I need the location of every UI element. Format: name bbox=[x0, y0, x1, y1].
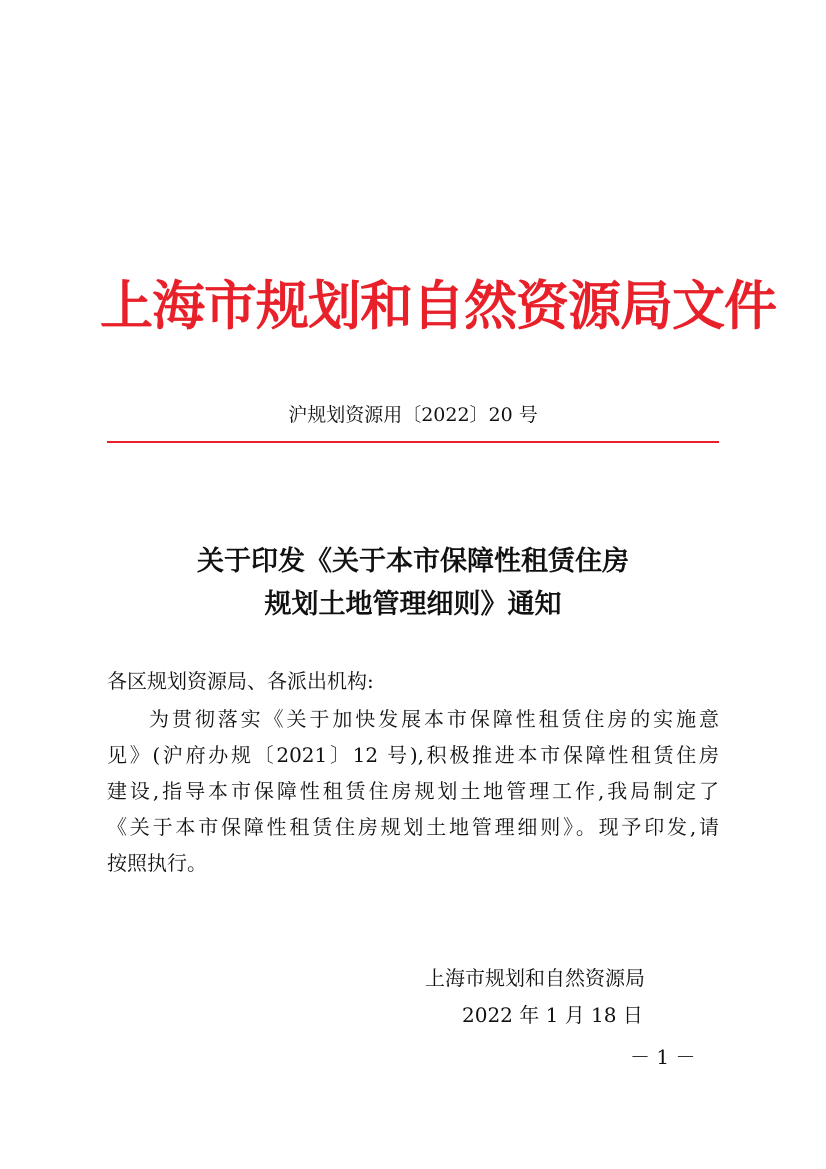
salutation: 各区规划资源局、各派出机构: bbox=[107, 669, 374, 693]
body-line-3: 建设,指导本市保障性租赁住房规划土地管理工作,我局制定了 bbox=[107, 779, 719, 803]
body-line-2: 见》(沪府办规〔2021〕12 号),积极推进本市保障性租赁住房 bbox=[107, 743, 719, 767]
signature-organization: 上海市规划和自然资源局 bbox=[425, 966, 645, 990]
document-header-title: 上海市规划和自然资源局文件 bbox=[100, 275, 776, 337]
page-number: － 1 － bbox=[630, 1045, 696, 1069]
header-red-rule bbox=[107, 441, 719, 443]
body-line-4: 《关于本市保障性租赁住房规划土地管理细则》。现予印发,请 bbox=[107, 815, 719, 839]
document-title-line-1: 关于印发《关于本市保障性租赁住房 bbox=[197, 546, 629, 577]
body-line-1: 为贯彻落实《关于加快发展本市保障性租赁住房的实施意 bbox=[149, 707, 719, 731]
document-title-line-2: 规划土地管理细则》通知 bbox=[264, 589, 562, 620]
signature-date: 2022 年 1 月 18 日 bbox=[462, 1003, 643, 1027]
body-line-5: 按照执行。 bbox=[107, 851, 207, 875]
document-number: 沪规划资源用〔2022〕20 号 bbox=[288, 404, 538, 426]
